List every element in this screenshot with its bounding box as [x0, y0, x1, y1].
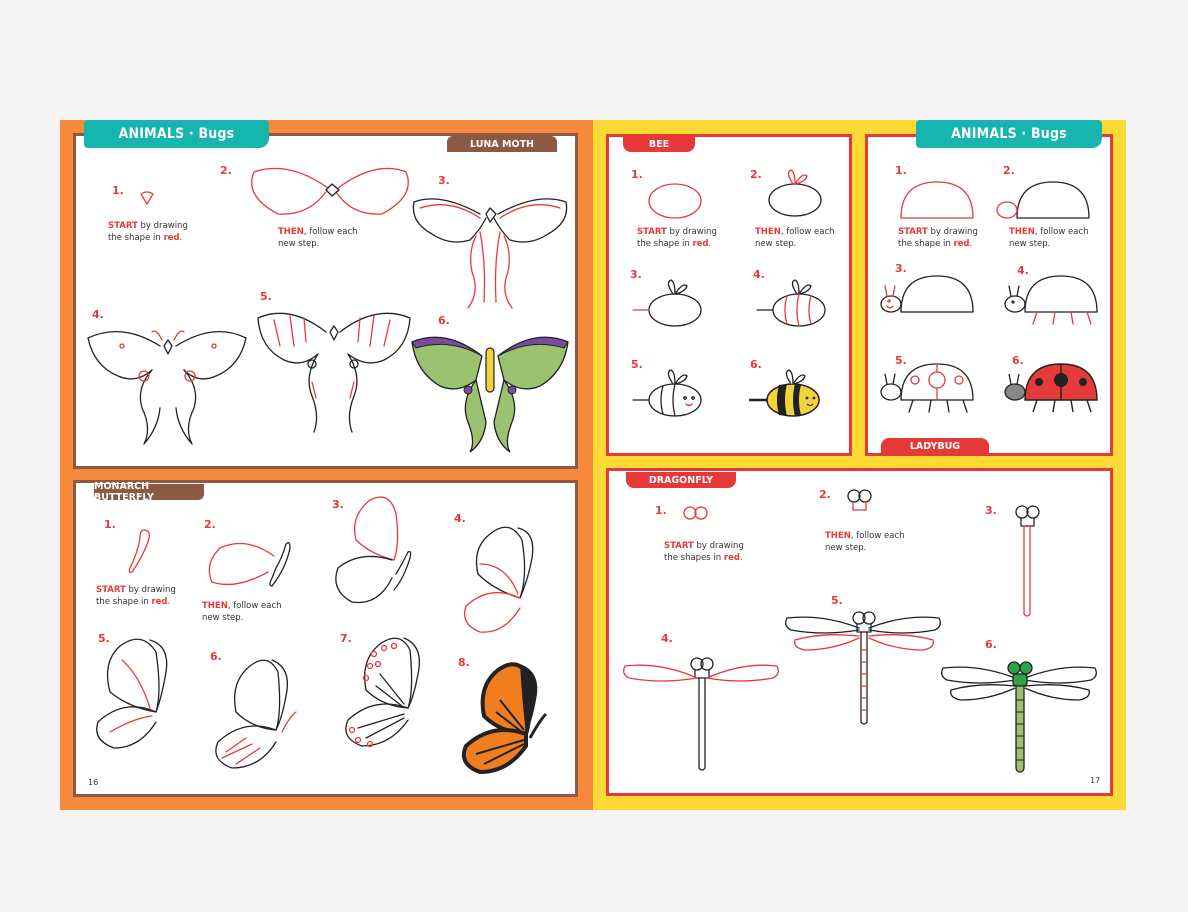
step-number: 4. — [92, 308, 104, 321]
ladybug-step4-drawing — [1001, 270, 1105, 328]
page-number-right: 17 — [1090, 776, 1101, 785]
step-number: 2. — [220, 164, 232, 177]
step-number: 6. — [1012, 354, 1024, 367]
step-number: 4. — [1017, 264, 1029, 277]
book-spread — [60, 120, 1126, 810]
step-number: 6. — [210, 650, 222, 663]
step-number: 5. — [895, 354, 907, 367]
bee-step1-drawing — [647, 182, 703, 220]
dragonfly-step2-drawing — [845, 488, 875, 518]
luna-moth-label: LUNA MOTH — [447, 136, 557, 152]
step-number: 3. — [985, 504, 997, 517]
dragonfly-step5-drawing — [783, 610, 943, 730]
ladybug-step1-drawing — [897, 178, 977, 222]
monarch-label: MONARCH BUTTERFLY — [94, 484, 204, 500]
section-tab-right: ANIMALS · Bugs — [916, 120, 1102, 148]
step-number: 2. — [1003, 164, 1015, 177]
luna-moth-step5-drawing — [254, 306, 414, 436]
then-instruction: THEN, follow each new step. — [825, 531, 905, 553]
dragonfly-step4-drawing — [621, 656, 781, 774]
step-number: 6. — [985, 638, 997, 651]
step-number: 8. — [458, 656, 470, 669]
bee-step3-drawing — [629, 276, 709, 328]
step-number: 3. — [332, 498, 344, 511]
bee-step6-drawing — [747, 366, 827, 418]
section-tab-left: ANIMALS · Bugs — [84, 120, 269, 148]
step-number: 1. — [631, 168, 643, 181]
step-number: 5. — [260, 290, 272, 303]
step-number: 1. — [104, 518, 116, 531]
start-instruction: START by drawing the shape in red. — [108, 221, 188, 243]
luna-moth-step2-drawing — [248, 166, 413, 218]
ladybug-step3-drawing — [877, 270, 981, 318]
step-number: 2. — [204, 518, 216, 531]
then-instruction: THEN, follow each new step. — [755, 227, 835, 249]
ladybug-step2-drawing — [993, 178, 1097, 222]
bee-step2-drawing — [767, 168, 823, 218]
step-number: 4. — [753, 268, 765, 281]
ladybug-label: LADYBUG — [881, 438, 989, 454]
start-instruction: START by drawing the shape in red. — [96, 585, 176, 607]
bee-step5-drawing — [629, 366, 709, 418]
ladybug-step5-drawing — [877, 358, 981, 416]
monarch-step2-drawing — [206, 538, 296, 593]
step-number: 7. — [340, 632, 352, 645]
step-number: 6. — [438, 314, 450, 327]
start-instruction: START by drawing the shape in red. — [898, 227, 978, 249]
luna-moth-step4-drawing — [86, 318, 251, 448]
left-page — [60, 120, 593, 810]
step-number: 3. — [630, 268, 642, 281]
dragonfly-step1-drawing — [681, 504, 711, 522]
step-number: 3. — [438, 174, 450, 187]
step-number: 3. — [895, 262, 907, 275]
then-instruction: THEN, follow each new step. — [1009, 227, 1089, 249]
monarch-step1-drawing — [126, 528, 156, 578]
luna-moth-step6-drawing — [410, 330, 570, 455]
step-number: 1. — [112, 184, 124, 197]
right-page — [593, 120, 1126, 810]
then-instruction: THEN, follow each new step. — [202, 601, 282, 623]
monarch-step8-drawing — [456, 660, 551, 775]
step-number: 6. — [750, 358, 762, 371]
then-instruction: THEN, follow each new step. — [278, 227, 358, 249]
dragonfly-step6-drawing — [939, 660, 1099, 776]
step-number: 4. — [661, 632, 673, 645]
start-instruction: START by drawing the shape in red. — [637, 227, 717, 249]
step-number: 5. — [98, 632, 110, 645]
monarch-step3-drawing — [330, 494, 420, 609]
monarch-step4-drawing — [456, 524, 541, 636]
step-number: 1. — [655, 504, 667, 517]
bee-step4-drawing — [753, 276, 833, 328]
monarch-step6-drawing — [206, 656, 301, 771]
ladybug-step6-drawing — [1001, 358, 1105, 416]
bee-label: BEE — [623, 136, 695, 152]
step-number: 5. — [631, 358, 643, 371]
step-number: 4. — [454, 512, 466, 525]
dragonfly-label: DRAGONFLY — [626, 472, 736, 488]
step-number: 5. — [831, 594, 843, 607]
start-instruction: START by drawing the shapes in red. — [664, 541, 744, 563]
step-number: 1. — [895, 164, 907, 177]
step-number: 2. — [750, 168, 762, 181]
page-number-left: 16 — [88, 778, 99, 787]
monarch-step5-drawing — [90, 636, 175, 751]
luna-moth-step1-drawing — [138, 190, 158, 210]
monarch-step7-drawing — [336, 634, 431, 749]
step-number: 2. — [819, 488, 831, 501]
luna-moth-step3-drawing — [410, 192, 575, 312]
dragonfly-step3-drawing — [1013, 504, 1043, 620]
